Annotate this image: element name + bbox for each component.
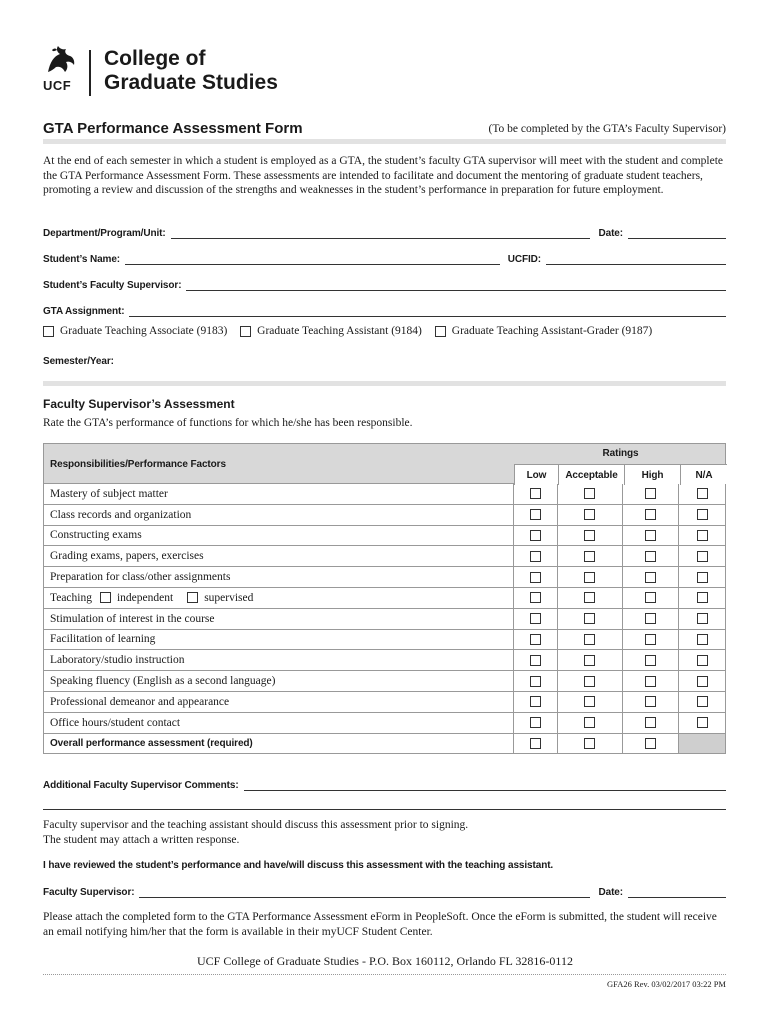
factor-label: Grading exams, papers, exercises bbox=[50, 550, 204, 563]
rating-na-checkbox[interactable] bbox=[697, 509, 708, 520]
factor-label: Office hours/student contact bbox=[50, 716, 181, 729]
col-acceptable: Acceptable bbox=[558, 465, 624, 485]
supervisor-row bbox=[43, 277, 726, 291]
col-na: N/A bbox=[680, 465, 727, 485]
intro-paragraph: At the end of each semester in which a student is employed as a GTA, the student’s faculty GTA supervisor will meet with the student and complete the GTA Performance Assessment Form. These assessments are intended to facilitate and document the mentoring of graduate student teachers, promoting a review and discussion of the strengths and weaknesses in the student’s performance in preparation for future employment. bbox=[43, 155, 724, 196]
comments-input[interactable] bbox=[244, 782, 726, 791]
ratings-header: Ratings bbox=[602, 448, 639, 459]
college-title bbox=[104, 47, 278, 95]
table-row bbox=[43, 588, 726, 609]
semester-input[interactable] bbox=[119, 358, 726, 367]
checkbox[interactable] bbox=[240, 326, 251, 337]
table-row bbox=[43, 609, 726, 630]
department-label: Department/Program/Unit: bbox=[43, 228, 166, 239]
rating-low-checkbox[interactable] bbox=[530, 676, 541, 687]
college-title-line1: College of bbox=[104, 47, 206, 70]
rating-na-checkbox[interactable] bbox=[697, 696, 708, 707]
supervisor-label: Student’s Faculty Supervisor: bbox=[43, 280, 182, 291]
student-name-row bbox=[43, 251, 726, 265]
certify-statement: I have reviewed the student’s performance and have/will discuss this assessment with the teaching assistant. bbox=[43, 860, 554, 871]
faculty-supervisor-label: Faculty Supervisor: bbox=[43, 887, 135, 898]
signature-date-input[interactable] bbox=[628, 889, 726, 898]
teaching-independent-checkbox[interactable] bbox=[100, 592, 111, 603]
college-title-line2: Graduate Studies bbox=[104, 71, 278, 94]
table-row bbox=[43, 650, 726, 671]
rating-acceptable-checkbox[interactable] bbox=[584, 613, 595, 624]
assignment-option-label: Graduate Teaching Assistant-Grader (9187) bbox=[451, 325, 653, 337]
rating-high-checkbox[interactable] bbox=[645, 738, 656, 749]
rating-low-checkbox[interactable] bbox=[530, 738, 541, 749]
rating-low-checkbox[interactable] bbox=[530, 509, 541, 520]
rating-na-checkbox[interactable] bbox=[697, 655, 708, 666]
rating-columns bbox=[514, 464, 727, 485]
attach-text: The student may attach a written response. bbox=[43, 833, 240, 846]
factor-label: Laboratory/studio instruction bbox=[50, 654, 185, 667]
table-row bbox=[43, 505, 726, 526]
assignment-options bbox=[43, 325, 662, 340]
assessment-table bbox=[43, 443, 726, 754]
rating-high-checkbox[interactable] bbox=[645, 551, 656, 562]
assignment-row bbox=[43, 303, 726, 317]
discussion-text: Faculty supervisor and the teaching assistant should discuss this assessment prior to signing. bbox=[43, 819, 469, 831]
rating-acceptable-checkbox[interactable] bbox=[584, 717, 595, 728]
col-low: Low bbox=[514, 465, 558, 485]
signature-date-label: Date: bbox=[598, 887, 623, 898]
table-row bbox=[43, 526, 726, 547]
rating-acceptable-checkbox[interactable] bbox=[584, 530, 595, 541]
ucfid-label: UCFID: bbox=[507, 254, 541, 265]
table-row-overall bbox=[43, 734, 726, 755]
rating-low-checkbox[interactable] bbox=[530, 696, 541, 707]
rating-na-checkbox[interactable] bbox=[697, 551, 708, 562]
table-row bbox=[43, 484, 726, 505]
factors-header: Responsibilities/Performance Factors bbox=[50, 459, 226, 470]
rating-high-checkbox[interactable] bbox=[645, 509, 656, 520]
assignment-label: GTA Assignment: bbox=[43, 306, 125, 317]
student-name-input[interactable] bbox=[125, 256, 500, 265]
col-high: High bbox=[624, 465, 680, 485]
faculty-signature-row bbox=[43, 884, 726, 898]
factor-label: Facilitation of learning bbox=[50, 633, 156, 646]
factor-label: Teaching bbox=[50, 591, 92, 604]
rating-na-checkbox[interactable] bbox=[697, 530, 708, 541]
ucfid-input[interactable] bbox=[546, 256, 726, 265]
rating-high-checkbox[interactable] bbox=[645, 676, 656, 687]
teaching-independent-label: independent bbox=[116, 591, 174, 604]
rating-high-checkbox[interactable] bbox=[645, 696, 656, 707]
rating-low-checkbox[interactable] bbox=[530, 655, 541, 666]
rating-acceptable-checkbox[interactable] bbox=[584, 696, 595, 707]
rating-high-checkbox[interactable] bbox=[645, 613, 656, 624]
checkbox[interactable] bbox=[435, 326, 446, 337]
rating-high-checkbox[interactable] bbox=[645, 634, 656, 645]
rating-na-checkbox[interactable] bbox=[697, 634, 708, 645]
logo-divider bbox=[89, 50, 91, 96]
rating-na-checkbox[interactable] bbox=[697, 572, 708, 583]
rating-na-checkbox[interactable] bbox=[697, 717, 708, 728]
rating-acceptable-checkbox[interactable] bbox=[584, 738, 595, 749]
rating-na-checkbox[interactable] bbox=[697, 676, 708, 687]
assignment-option-label: Graduate Teaching Assistant (9184) bbox=[257, 325, 422, 337]
logo-ucf-text: UCF bbox=[43, 78, 72, 93]
rating-acceptable-checkbox[interactable] bbox=[584, 551, 595, 562]
table-header bbox=[43, 443, 726, 484]
factor-label: Preparation for class/other assignments bbox=[50, 571, 231, 584]
factor-label: Mastery of subject matter bbox=[50, 487, 168, 500]
date-label: Date: bbox=[598, 228, 623, 239]
factor-label: Stimulation of interest in the course bbox=[50, 612, 215, 625]
department-row bbox=[43, 225, 726, 239]
rating-na-checkbox[interactable] bbox=[697, 613, 708, 624]
teaching-supervised-checkbox[interactable] bbox=[187, 592, 198, 603]
factor-label: Constructing exams bbox=[50, 529, 142, 542]
table-row bbox=[43, 671, 726, 692]
rating-acceptable-checkbox[interactable] bbox=[584, 572, 595, 583]
assignment-option-grader[interactable] bbox=[435, 325, 653, 337]
table-row bbox=[43, 713, 726, 734]
factor-label: Professional demeanor and appearance bbox=[50, 695, 230, 708]
factor-label: Overall performance assessment (required) bbox=[50, 737, 253, 749]
table-row bbox=[43, 567, 726, 588]
ucf-pegasus-logo-icon bbox=[44, 44, 76, 74]
rating-high-checkbox[interactable] bbox=[645, 488, 656, 499]
rating-high-checkbox[interactable] bbox=[645, 572, 656, 583]
rating-low-checkbox[interactable] bbox=[530, 488, 541, 499]
section-rule bbox=[43, 381, 726, 386]
rating-acceptable-checkbox[interactable] bbox=[584, 634, 595, 645]
assignment-option-label: Graduate Teaching Associate (9183) bbox=[60, 325, 228, 337]
rating-acceptable-checkbox[interactable] bbox=[584, 488, 595, 499]
table-row bbox=[43, 630, 726, 651]
faculty-supervisor-input[interactable] bbox=[139, 889, 590, 898]
rating-na-checkbox[interactable] bbox=[697, 488, 708, 499]
rating-low-checkbox[interactable] bbox=[530, 551, 541, 562]
rating-low-checkbox[interactable] bbox=[530, 572, 541, 583]
title-rule bbox=[43, 139, 726, 144]
rating-low-checkbox[interactable] bbox=[530, 634, 541, 645]
discussion-note bbox=[43, 818, 468, 847]
factor-teaching bbox=[44, 588, 513, 608]
rating-high-checkbox[interactable] bbox=[645, 717, 656, 728]
assignment-input[interactable] bbox=[129, 308, 726, 317]
form-note: (To be completed by the GTA’s Faculty Supervisor) bbox=[488, 123, 726, 135]
comments-row bbox=[43, 777, 726, 791]
semester-row bbox=[43, 353, 726, 367]
rating-acceptable-checkbox[interactable] bbox=[584, 655, 595, 666]
comments-label: Additional Faculty Supervisor Comments: bbox=[43, 780, 239, 791]
assessment-subheading: Rate the GTA’s performance of functions for which he/she has been responsible. bbox=[43, 417, 413, 429]
footer-dotted-rule bbox=[43, 974, 726, 975]
table-row bbox=[43, 546, 726, 567]
table-row bbox=[43, 692, 726, 713]
rating-na-checkbox[interactable] bbox=[697, 592, 708, 603]
rating-acceptable-checkbox[interactable] bbox=[584, 592, 595, 603]
rating-acceptable-checkbox[interactable] bbox=[584, 676, 595, 687]
teaching-supervised-label: supervised bbox=[204, 591, 254, 604]
rating-high-checkbox[interactable] bbox=[645, 530, 656, 541]
rating-low-checkbox[interactable] bbox=[530, 592, 541, 603]
supervisor-input[interactable] bbox=[186, 282, 726, 291]
assignment-option-associate[interactable] bbox=[43, 325, 227, 337]
form-title: GTA Performance Assessment Form bbox=[43, 120, 303, 137]
rating-high-checkbox[interactable] bbox=[645, 655, 656, 666]
rating-low-checkbox[interactable] bbox=[530, 717, 541, 728]
rating-na-disabled bbox=[678, 734, 725, 754]
rating-high-checkbox[interactable] bbox=[645, 592, 656, 603]
checkbox[interactable] bbox=[43, 326, 54, 337]
factor-label: Class records and organization bbox=[50, 508, 192, 521]
department-input[interactable] bbox=[171, 230, 591, 239]
student-name-label: Student’s Name: bbox=[43, 254, 121, 265]
footer-address: UCF College of Graduate Studies - P.O. Box 160112, Orlando FL 32816-0112 bbox=[197, 954, 573, 968]
comments-line-2[interactable] bbox=[43, 809, 726, 810]
rating-acceptable-checkbox[interactable] bbox=[584, 509, 595, 520]
date-input[interactable] bbox=[628, 230, 726, 239]
factor-label: Speaking fluency (English as a second language) bbox=[50, 675, 276, 688]
instructions-text: Please attach the completed form to the GTA Performance Assessment eForm in PeopleSoft. Once the eForm is submitted, the student will receive an email notifying him/her that the form is available in their myUCF Student Center. bbox=[43, 911, 717, 938]
assessment-heading: Faculty Supervisor’s Assessment bbox=[43, 397, 235, 411]
rating-low-checkbox[interactable] bbox=[530, 613, 541, 624]
assignment-option-assistant[interactable] bbox=[240, 325, 422, 337]
revision-stamp: GFA26 Rev. 03/02/2017 03:22 PM bbox=[606, 979, 726, 989]
rating-low-checkbox[interactable] bbox=[530, 530, 541, 541]
semester-label: Semester/Year: bbox=[43, 356, 114, 367]
